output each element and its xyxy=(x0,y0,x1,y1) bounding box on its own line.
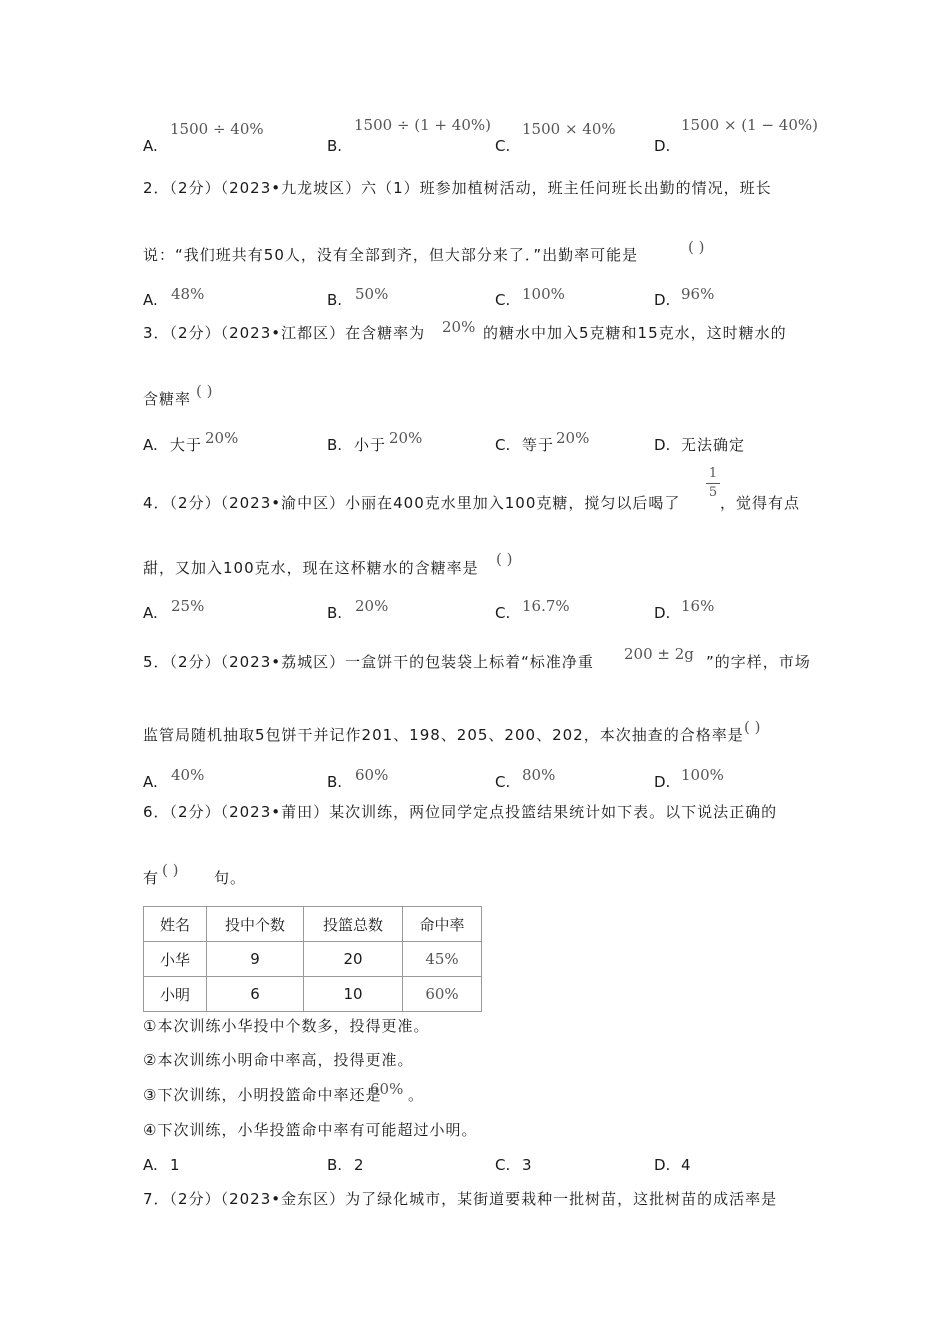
q5-option-a-label: A. xyxy=(143,773,158,791)
q1-option-a-expr: 1500 ÷ 40% xyxy=(170,120,264,138)
q3-option-b-value: 20% xyxy=(389,429,423,447)
q2-option-a-value: 48% xyxy=(171,285,205,303)
table-row xyxy=(144,977,482,1012)
q2-answer-blank: ( ) xyxy=(688,238,705,256)
q3-option-a-value: 20% xyxy=(205,429,239,447)
q6-stats-table xyxy=(143,906,482,1012)
q3-option-c-label: C. xyxy=(495,436,511,454)
table-cell: 60% xyxy=(403,977,482,1012)
q4-fraction-bar xyxy=(706,483,720,484)
q1-option-d-label: D. xyxy=(654,137,671,155)
q4-option-a-label: A. xyxy=(143,604,158,622)
q6-statement-4: ④下次训练，小华投篮命中率有可能超过小明。 xyxy=(143,1121,478,1139)
q2-option-b-label: B. xyxy=(327,291,343,309)
q3-line1-b: 的糖水中加入5克糖和15克水，这时糖水的 xyxy=(483,324,787,342)
table-row xyxy=(144,942,482,977)
q6-statement-3: ③下次训练，小明投篮命中率还是 xyxy=(143,1086,382,1104)
q3-option-b-text: 小于 xyxy=(354,436,387,454)
q1-option-c-label: C. xyxy=(495,137,511,155)
table-cell: 10 xyxy=(304,977,403,1012)
q5-option-d-value: 100% xyxy=(681,766,724,784)
q4-line2: 甜，又加入100克水，现在这杯糖水的含糖率是 xyxy=(143,559,479,577)
q4-option-d-value: 16% xyxy=(681,597,715,615)
q5-option-a-value: 40% xyxy=(171,766,205,784)
q6-option-a-label: A. xyxy=(143,1156,158,1174)
table-header-row xyxy=(144,907,482,942)
q4-fraction-denominator: 5 xyxy=(708,485,718,500)
q6-answer-blank: ( ) xyxy=(162,861,179,879)
q3-answer-blank: ( ) xyxy=(196,382,213,400)
q2-option-d-label: D. xyxy=(654,291,671,309)
q3-option-c-value: 20% xyxy=(556,429,590,447)
table-header-cell: 命中率 xyxy=(403,907,482,942)
q6-statement-3-math: 60% xyxy=(370,1080,404,1098)
q4-line1-a: 4．（2分）（2023•渝中区）小丽在400克水里加入100克糖，搅匀以后喝了 xyxy=(143,494,681,512)
q5-option-c-label: C. xyxy=(495,773,511,791)
q4-option-b-label: B. xyxy=(327,604,343,622)
q4-option-c-value: 16.7% xyxy=(522,597,570,615)
q7-line1: 7．（2分）（2023•金东区）为了绿化城市，某街道要栽种一批树苗，这批树苗的成活率是 xyxy=(143,1190,778,1208)
q5-line2: 监管局随机抽取5包饼干并记作201、198、205、200、202，本次抽查的合格率是 xyxy=(143,726,744,744)
q6-option-c-label: C. xyxy=(495,1156,511,1174)
q5-option-b-value: 60% xyxy=(355,766,389,784)
q3-option-d-label: D. xyxy=(654,436,671,454)
q4-fraction xyxy=(706,467,720,500)
table-header-cell: 投中个数 xyxy=(207,907,304,942)
q6-option-d-label: D. xyxy=(654,1156,671,1174)
table-cell: 45% xyxy=(403,942,482,977)
q3-option-d-text: 无法确定 xyxy=(681,436,746,454)
q5-option-b-label: B. xyxy=(327,773,343,791)
q6-option-b-label: B. xyxy=(327,1156,343,1174)
q6-statement-1: ①本次训练小华投中个数多，投得更准。 xyxy=(143,1017,430,1035)
q3-line2: 含糖率 xyxy=(143,390,192,408)
q6-option-d-value: 4 xyxy=(681,1156,691,1174)
q3-option-b-label: B. xyxy=(327,436,343,454)
q1-option-b-label: B. xyxy=(327,137,343,155)
q6-option-c-value: 3 xyxy=(522,1156,532,1174)
q1-option-d-expr: 1500 × (1 − 40%) xyxy=(681,116,818,134)
table-cell: 9 xyxy=(207,942,304,977)
q6-option-a-value: 1 xyxy=(170,1156,180,1174)
table-header-cell: 投篮总数 xyxy=(304,907,403,942)
q6-statement-2: ②本次训练小明命中率高，投得更准。 xyxy=(143,1051,414,1069)
q4-line1-b: ，觉得有点 xyxy=(720,494,801,512)
q6-line2-a: 有 xyxy=(143,869,160,887)
q5-answer-blank: ( ) xyxy=(744,718,761,736)
q1-option-b-expr: 1500 ÷ (1 + 40%) xyxy=(354,116,491,134)
table-cell: 20 xyxy=(304,942,403,977)
q3-option-a-text: 大于 xyxy=(170,436,203,454)
q3-line1-math: 20% xyxy=(442,318,476,336)
q2-line1: 2．（2分）（2023•九龙坡区）六（1）班参加植树活动，班主任问班长出勤的情况，班长 xyxy=(143,179,772,197)
q3-option-c-text: 等于 xyxy=(522,436,555,454)
q2-option-d-value: 96% xyxy=(681,285,715,303)
q2-option-c-label: C. xyxy=(495,291,511,309)
q2-option-a-label: A. xyxy=(143,291,158,309)
q4-answer-blank: ( ) xyxy=(496,550,513,568)
q6-line1: 6．（2分）（2023•莆田）某次训练，两位同学定点投篮结果统计如下表。以下说法正确的 xyxy=(143,803,778,821)
q6-option-b-value: 2 xyxy=(354,1156,364,1174)
q6-line2-b: 句。 xyxy=(214,869,247,887)
q5-line1-math: 200 ± 2g xyxy=(624,645,694,663)
q6-statement-3-end: 。 xyxy=(408,1086,425,1104)
q1-option-a-label: A. xyxy=(143,137,158,155)
q5-option-c-value: 80% xyxy=(522,766,556,784)
table-cell: 小明 xyxy=(144,977,207,1012)
table-cell: 小华 xyxy=(144,942,207,977)
q4-option-b-value: 20% xyxy=(355,597,389,615)
q2-option-c-value: 100% xyxy=(522,285,565,303)
q2-option-b-value: 50% xyxy=(355,285,389,303)
q3-option-a-label: A. xyxy=(143,436,158,454)
q5-option-d-label: D. xyxy=(654,773,671,791)
table-header-cell: 姓名 xyxy=(144,907,207,942)
table-cell: 6 xyxy=(207,977,304,1012)
q5-line1-b: ”的字样，市场 xyxy=(706,653,811,671)
q4-option-a-value: 25% xyxy=(171,597,205,615)
q5-line1-a: 5．（2分）（2023•荔城区）一盒饼干的包装袋上标着“标准净重 xyxy=(143,653,594,671)
q2-line2: 说：“我们班共有50人，没有全部到齐，但大部分来了．”出勤率可能是 xyxy=(143,246,639,264)
q4-option-c-label: C. xyxy=(495,604,511,622)
q1-option-c-expr: 1500 × 40% xyxy=(522,120,616,138)
q3-line1-a: 3．（2分）（2023•江都区）在含糖率为 xyxy=(143,324,426,342)
q4-option-d-label: D. xyxy=(654,604,671,622)
q4-fraction-numerator: 1 xyxy=(708,466,718,481)
